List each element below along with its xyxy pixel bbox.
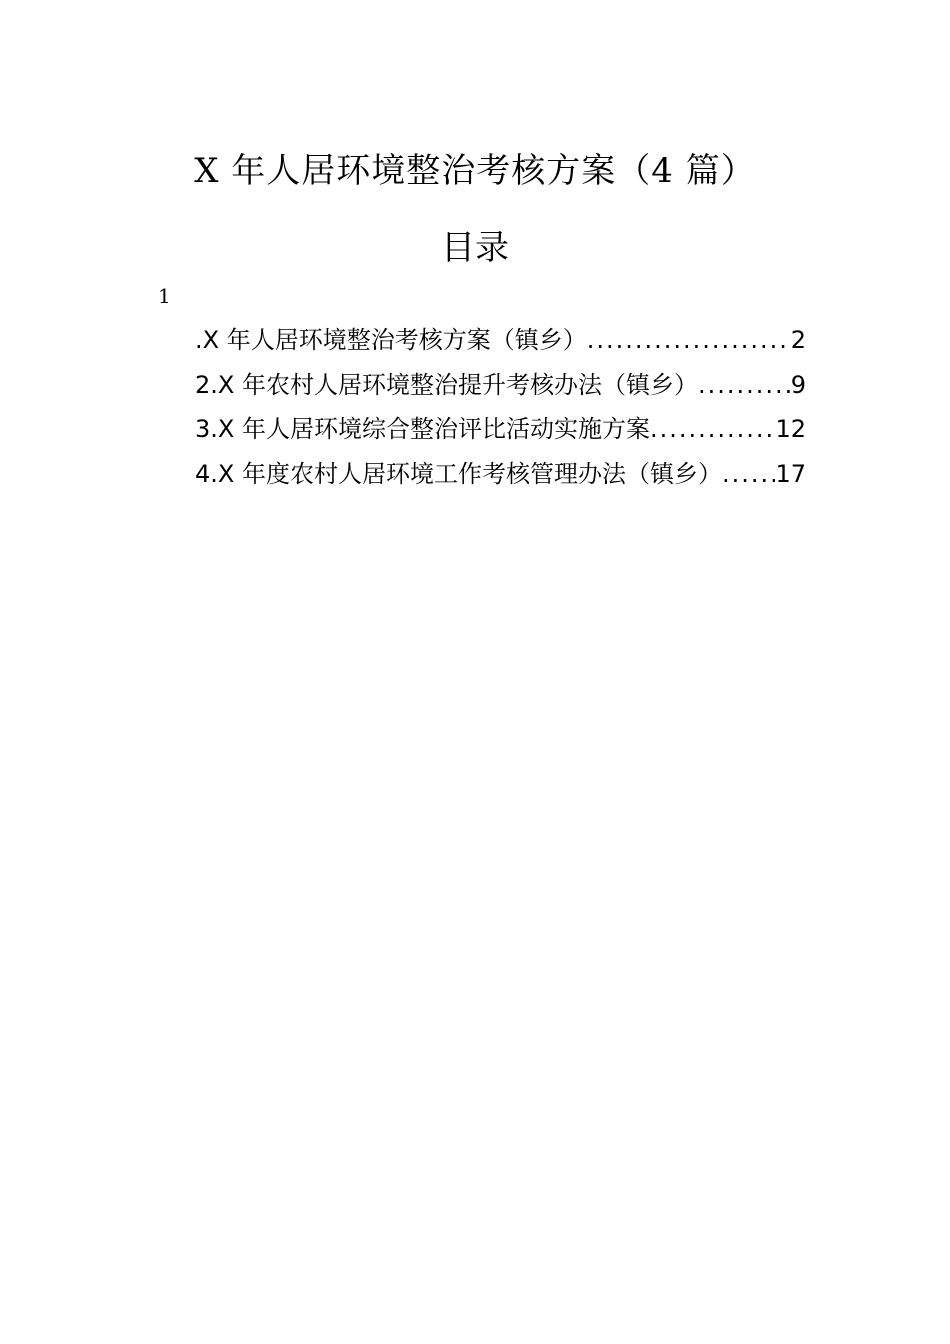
toc-entry-title: 4.X 年度农村人居环境工作考核管理办法（镇乡） [195,459,722,488]
toc-dot-leader [650,409,775,449]
document-title: X 年人居环境整治考核方案（4 篇） [194,151,756,191]
toc-dot-leader [587,320,791,360]
toc-entry-title: 2.X 年农村人居环境整治提升考核办法（镇乡） [195,370,698,399]
toc-entry-title: 3.X 年人居环境综合整治评比活动实施方案 [195,415,650,443]
table-of-contents [195,320,806,498]
toc-dot-leader [722,454,775,494]
list-number: 1 [158,284,171,308]
toc-page-number: 12 [775,415,806,443]
toc-page-number: 2 [790,326,806,354]
toc-page-number: 9 [790,370,806,399]
toc-entry-2[interactable] [195,365,806,410]
toc-heading: 目录 [441,228,509,268]
toc-entry-3[interactable] [195,409,806,454]
toc-entry-4[interactable] [195,454,806,499]
toc-entry-1[interactable] [195,320,806,365]
toc-page-number: 17 [775,459,806,488]
toc-entry-title: .X 年人居环境整治考核方案（镇乡） [195,326,587,354]
toc-dot-leader [698,365,791,405]
